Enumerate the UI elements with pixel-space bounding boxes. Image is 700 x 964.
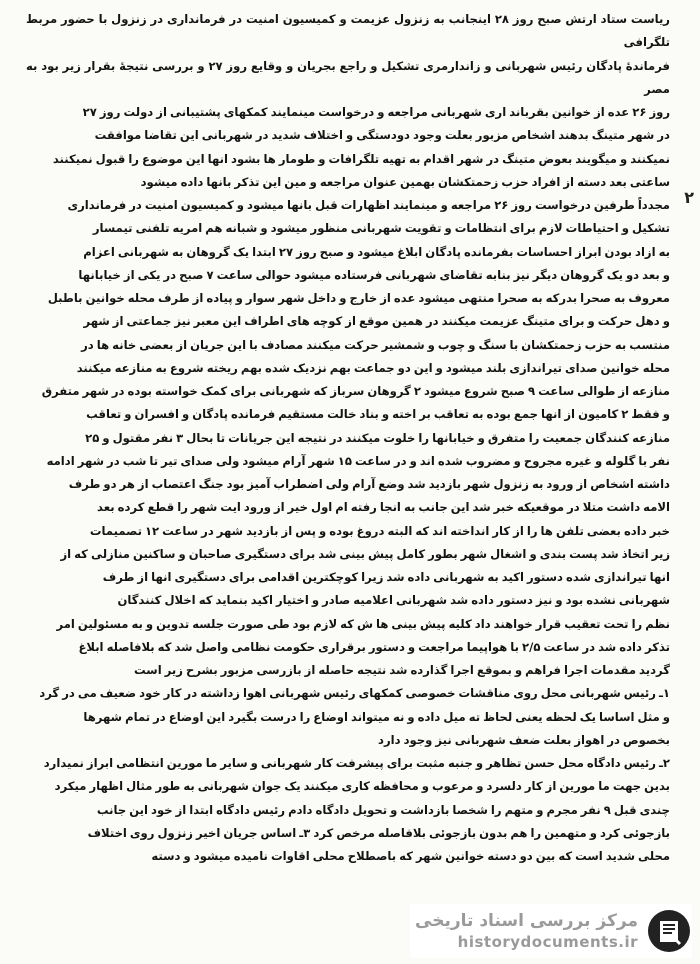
document-line: منازعه کنندگان جمعیت را متفرق و خیابانها را خلوت میکنند در نتیجه این جریانات تا بحال ۳ نفر مقتول و ۲۵ [85,430,670,445]
document-line: نظم را تحت تعقیب قرار خواهند داد کلیه پیش بینی ها ش که لازم بود طی صورت جلسه تدوین و به مسئولین امر [56,616,670,631]
archive-logo-icon [646,908,692,954]
document-line: محله خوانین صدای تیراندازی بلند میشود و این دو جماعت بهم نزدیک شده بهم ریخته شروع به منازعه میکنند [76,360,670,375]
document-line: زیر اتخاذ شد پست بندی و اشغال شهر بطور کامل پیش بینی شد برای دستگیری صاحبان و ساکنین منازلی که از [60,546,670,561]
watermark-url: historydocuments.ir [457,933,638,951]
document-line: تشکیل و احتیاطات لازم برای انتظامات و تقویت شهربانی منظور میشود و شبانه هم امریه تلفنی تیمسار [92,221,670,236]
document-body [26,8,670,868]
document-line: در شهر متینگ بدهند اشخاص مزبور بعلت وجود دودستگی و اختلاف شدید در شهربانی این تقاضا موافقت [94,128,670,143]
document-line: بدین جهت ما مورین از کار دلسرد و مرعوب و محافظه کاری میکنند یک جوان شهربانی به طور مثال اظهار میکرد [54,779,670,794]
document-line: منازعه از طوالی ساعت ۹ صبح شروع میشود ۲ گروهان سرباز که شهربانی برای کمک خواسته بوده در شهر متفرق [41,384,670,398]
document-line: و مثل اساسا یک لحظه یعنی لحاظ ته میل داده و نه میتواند اوضاع را درست بگیرد این اوضاع در تمام شهرها [83,709,670,724]
document-line: تذکر داده شد در ساعت ۲/۵ با هواپیما مراجعت و دستور برقراری حکومت نظامی واصل شد که بلافاصله ابلاغ [78,639,670,654]
document-line: معروف به صحرا بدرکه به صحرا منتهی میشود عده از خارج و داخل شهر سوار و پیاده از طرف محله خوانین باطبل [47,291,670,305]
document-line: بخصوص در اهواز بعلت ضعف شهربانی نیز وجود دارد [378,732,670,747]
document-line: بازجوئی کرد و متهمین را هم بدون بازجوئی بلافاصله مرخص کرد ۳ـ اساس جریان اخیر زنزول روی اختلاف [87,825,670,840]
document-line: ۲ـ رئیس دادگاه محل حسن تظاهر و جنبه مثبت برای پیشرفت کار شهربانی و سایر ما مورین انتظامی ابراز نمیدارد [43,756,670,770]
document-line: خبر داده بعضی تلفن ها را از کار انداخته اند که البته دروغ بوده و پس از بازدید شهر در ساعت ۱۲ تصمیمات [89,523,670,538]
document-line: ریاست ستاد ارتش صبح روز ۲۸ اینجانب به زنزول عزیمت و کمیسیون امنیت در فرمانداری در زنزول با حضور مربط تلگرافی [26,12,670,50]
document-line: شهربانی نشده بود و نیز دستور داده شد شهربانی اعلامیه صادر و اختیار اکید بنماید که اخلال کنندگان [117,593,670,608]
watermark-title: مرکز بررسی اسناد تاریخی [415,911,638,931]
document-line: محلی شدید است که بین دو دسته خوانین شهر که باصطلاح محلی اقاوات نامیده میشود و دسته [151,849,670,863]
document-line: روز ۲۶ عده از خوانین بقرباند اری شهربانی مراجعه و درخواست مینمایند کمکهای پشتیبانی از دولت روز ۲۷ [82,105,670,119]
document-line: و دهل حرکت و برای متینگ عزیمت میکنند در همین موقع از کوچه های اطراف این معبر نیز جماعتی از شهر [83,314,670,329]
document-line: به ازاد بودن ابراز احساسات بفرمانده پادگان ابلاغ میشود و صبح روز ۲۷ ابتدا یک گروهان به شهربانی اعزام [83,244,670,259]
document-line: و فقط ۲ کامیون از انها جمع بوده به تعاقب بر اخته و بناد خالت مستقیم فرمانده پادگان و افسران و تعاقب [86,407,670,422]
document-line: انها تیراندازی شده دستور اکید به شهربانی داده شد زیرا کوچکترین اقدامی برای دستگیری انها از طرف [102,570,670,584]
document-line: نمیکنند و میگویند بعوض متینگ در شهر اقدام به تهیه تلگرافات و طومار ها بشود انها این موضوع را قبول نمیکنند [52,151,670,166]
document-line: مجدداً طرفین درخواست روز ۲۶ مراجعه و مینمایند اظهارات قبل بانها میشود و کمیسیون امنیت در فرمانداری [67,198,670,212]
document-line: نفر با گلوله و غیره مجروح و مضروب شده اند و در ساعت ۱۵ شهر آرام میشود ولی صدای تیر تا شب در شهر ادامه [46,453,670,468]
document-line: ساعتی بعد دسته از افراد حزب زحمتکشان بهمین عنوان مراجعه و مین این تذکر بانها داده میشود [140,174,670,189]
document-line: داشته اشخاص از ورود به زنزول شهر بازدید شد وضع آرام ولی اضطراب آمیز بود جنگ اعتصاب از هر دو طرف [68,477,670,491]
document-line: ۱ـ رئیس شهربانی محل روی مناقشات خصوصی کمکهای رئیس شهربانی اهوا زداشته در کار خود ضعیف می در گرد [39,686,670,701]
document-line: فرماندهٔ پادگان رئیس شهربانی و زاندارمری تشکیل و راجع بجریان و وقایع روز ۲۷ و بررسی نتیجهٔ بقرار زیر بود به مصر [26,58,671,96]
margin-annotation: ۲ [684,188,694,207]
watermark-text [415,910,638,952]
document-line: الامه داشت متلا در موقعیکه خبر شد این جانب به انجا رفته ام اول خیر از ورود ایت شهر را قطع کرده بعد [97,500,670,515]
document-line: و بعد دو یک گروهان دیگر نیز بنابه تقاضای شهربانی فرستاده میشود حوالی ساعت ۷ صبح در یکی از خیابانها [78,267,670,282]
document-line: گردید مقدمات اجرا فراهم و بموقع اجرا گذارده شد نتیجه حاصله از بازرسی مزبور بشرح زیر است [134,663,670,677]
watermark [410,904,692,958]
document-line: منتسب به حزب زحمتکشان با سنگ و چوب و شمشیر حرکت میکنند مصادف با این جریان از بعضی خانه ها در [81,337,670,352]
document-line: چندی قبل ۹ نفر مجرم و متهم را شخصا بازداشت و تحویل دادگاه دادم رئیس دادگاه ابتدا از خود این جانب [96,802,670,817]
